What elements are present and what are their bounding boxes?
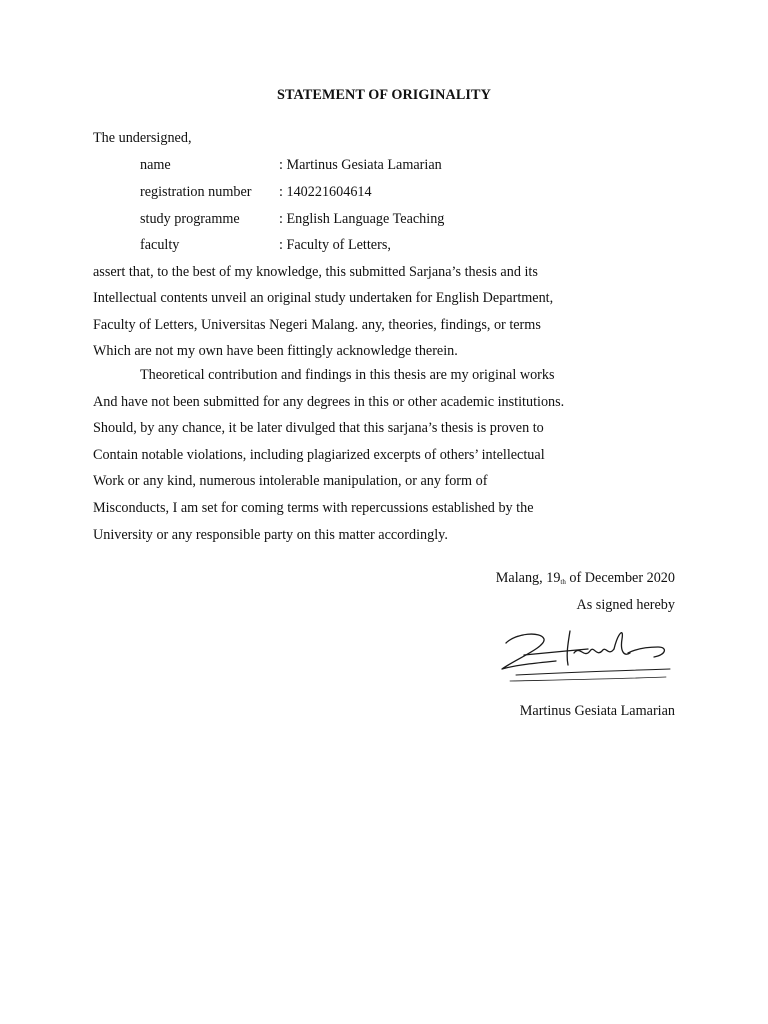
place-date-rest: of December 2020: [565, 570, 675, 586]
field-value: : Martinus Gesiata Lamarian: [279, 157, 442, 173]
place-date-prefix: Malang, 19: [495, 570, 561, 586]
paragraph-line: Theoretical contribution and findings in this thesis are my original works: [140, 367, 555, 383]
place-date: [496, 569, 675, 589]
paragraph-line: And have not been submitted for any degrees in this or other academic institutions.: [93, 394, 565, 410]
paragraph-line: Misconducts, I am set for coming terms with repercussions established by the: [93, 500, 534, 516]
paragraph-line: Which are not my own have been fittingly acknowledge therein.: [93, 343, 458, 359]
field-value: : 140221604614: [279, 184, 372, 200]
signature-image: [496, 623, 676, 685]
paragraph-line: Should, by any chance, it be later divulged that this sarjana’s thesis is proven to: [93, 420, 544, 436]
paragraph-line: assert that, to the best of my knowledge, this submitted Sarjana’s thesis and its: [93, 264, 538, 280]
field-label: registration number: [140, 184, 252, 200]
intro-text: The undersigned,: [93, 130, 192, 146]
signed-text: As signed hereby: [576, 597, 675, 613]
paragraph-line: University or any responsible party on this matter accordingly.: [93, 527, 448, 543]
paragraph-line: Intellectual contents unveil an original study undertaken for English Department,: [93, 290, 554, 306]
paragraph-line: Contain notable violations, including plagiarized excerpts of others’ intellectual: [93, 447, 545, 463]
date-suffix: th: [560, 578, 566, 586]
paragraph-line: Faculty of Letters, Universitas Negeri Malang. any, theories, findings, or terms: [93, 317, 541, 333]
field-value: : Faculty of Letters,: [279, 237, 391, 253]
paragraph-line: Work or any kind, numerous intolerable manipulation, or any form of: [93, 473, 488, 489]
field-label: faculty: [140, 237, 180, 253]
document-title: STATEMENT OF ORIGINALITY: [277, 87, 491, 103]
field-label: name: [140, 157, 171, 173]
field-label: study programme: [140, 211, 240, 227]
field-value: : English Language Teaching: [279, 211, 445, 227]
signatory-name: Martinus Gesiata Lamarian: [519, 703, 675, 719]
